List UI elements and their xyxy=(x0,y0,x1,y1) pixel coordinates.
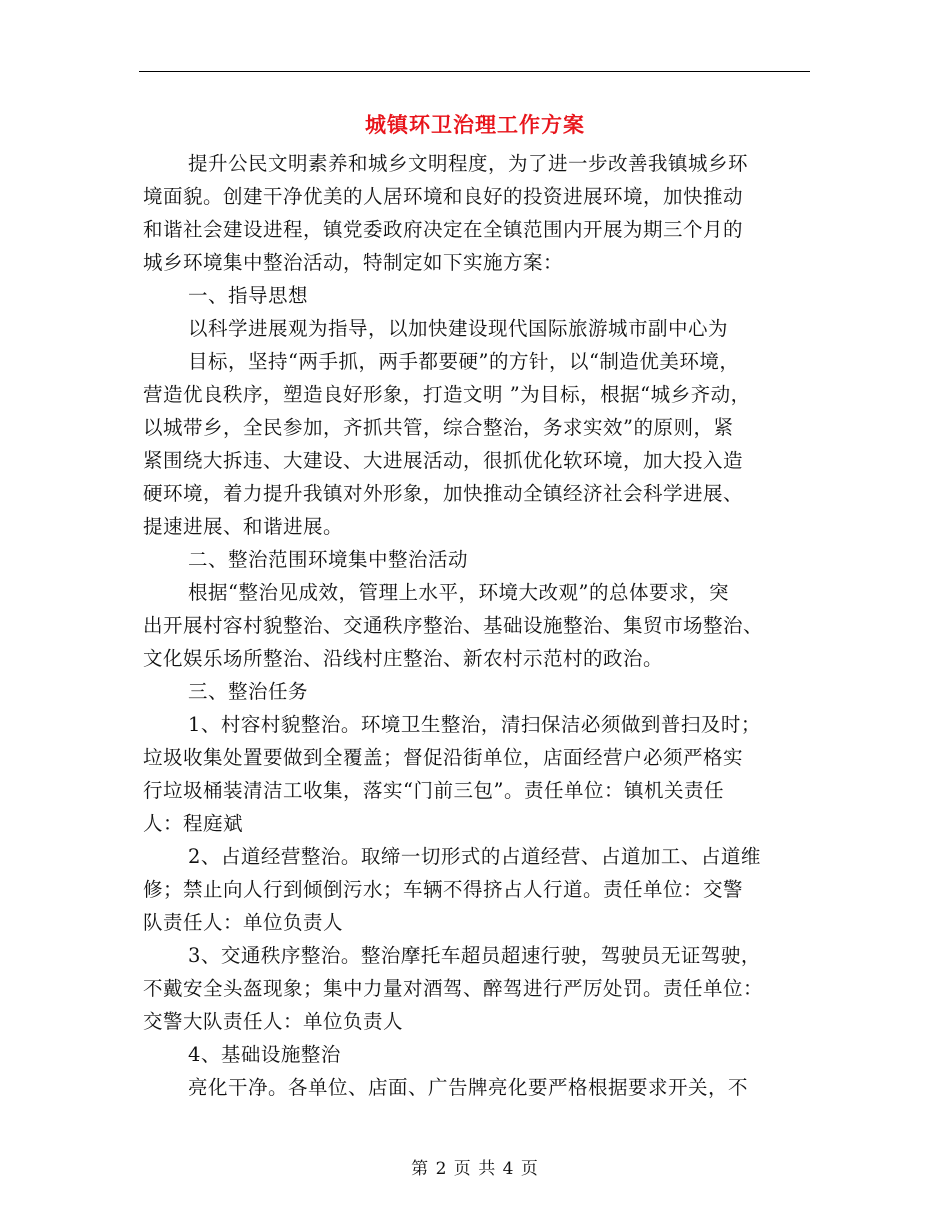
paragraph-line: 以科学进展观为指导，以加快建设现代国际旅游城市副中心为 xyxy=(188,317,729,340)
paragraph-line: 提速进展、和谐进展。 xyxy=(143,515,344,538)
paragraph-line: 文化娱乐场所整治、沿线村庄整治、新农村示范村的政治。 xyxy=(143,647,664,670)
paragraph-line: 提升公民文明素养和城乡文明程度，为了进一步改善我镇城乡环 xyxy=(188,152,749,175)
paragraph-line: 队责任人：单位负责人 xyxy=(143,911,344,934)
paragraph-line: 目标，坚持“两手抓，两手都要硬”的方针，以“制造优美环境， xyxy=(188,350,740,373)
paragraph-line: 行垃圾桶装清洁工收集，落实“门前三包”。责任单位：镇机关责任 xyxy=(143,779,724,802)
paragraph-line: 3、交通秩序整治。整治摩托车超员超速行驶，驾驶员无证驾驶， xyxy=(188,944,761,967)
paragraph-line: 垃圾收集处置要做到全覆盖；督促沿街单位，店面经营户必须严格实 xyxy=(143,746,744,769)
section-heading: 二、整治范围环境集中整治活动 xyxy=(188,548,469,571)
paragraph-line: 硬环境，着力提升我镇对外形象，加快推动全镇经济社会科学进展、 xyxy=(143,482,744,505)
section-heading: 三、整治任务 xyxy=(188,680,309,703)
paragraph-line: 出开展村容村貌整治、交通秩序整治、基础设施整治、集贸市场整治、 xyxy=(143,614,764,637)
paragraph-line: 亮化干净。各单位、店面、广告牌亮化要严格根据要求开关，不 xyxy=(188,1076,749,1099)
page-number-footer: 第 2 页 共 4 页 xyxy=(411,1159,539,1179)
paragraph-line: 2、占道经营整治。取缔一切形式的占道经营、占道加工、占道维 xyxy=(188,845,761,868)
paragraph-line: 营造优良秩序，塑造良好形象，打造文明 ”为目标，根据“城乡齐动， xyxy=(143,383,751,406)
paragraph-line: 人：程庭斌 xyxy=(143,812,244,835)
paragraph-line: 根据“整治见成效，管理上水平，环境大改观”的总体要求，突 xyxy=(188,581,729,604)
header-rule xyxy=(139,71,810,72)
paragraph-line: 1、村容村貌整治。环境卫生整治，清扫保洁必须做到普扫及时； xyxy=(188,713,761,736)
section-heading: 一、指导思想 xyxy=(188,284,309,307)
paragraph-line: 不戴安全头盔现象；集中力量对酒驾、醉驾进行严厉处罚。责任单位： xyxy=(143,977,764,1000)
paragraph-line: 修；禁止向人行到倾倒污水；车辆不得挤占人行道。责任单位：交警 xyxy=(143,878,744,901)
paragraph-line: 交警大队责任人：单位负责人 xyxy=(143,1010,404,1033)
paragraph-line: 城乡环境集中整治活动，特制定如下实施方案： xyxy=(143,251,564,274)
paragraph-line: 和谐社会建设进程，镇党委政府决定在全镇范围内开展为期三个月的 xyxy=(143,218,744,241)
paragraph-line: 以城带乡，全民参加，齐抓共管，综合整治，务求实效”的原则，紧 xyxy=(143,416,734,439)
document-title: 城镇环卫治理工作方案 xyxy=(365,112,585,137)
paragraph-line: 境面貌。创建干净优美的人居环境和良好的投资进展环境，加快推动 xyxy=(143,185,744,208)
paragraph-line: 紧围绕大拆违、大建设、大进展活动，很抓优化软环境，加大投入造 xyxy=(143,449,744,472)
paragraph-line: 4、基础设施整治 xyxy=(188,1043,341,1066)
